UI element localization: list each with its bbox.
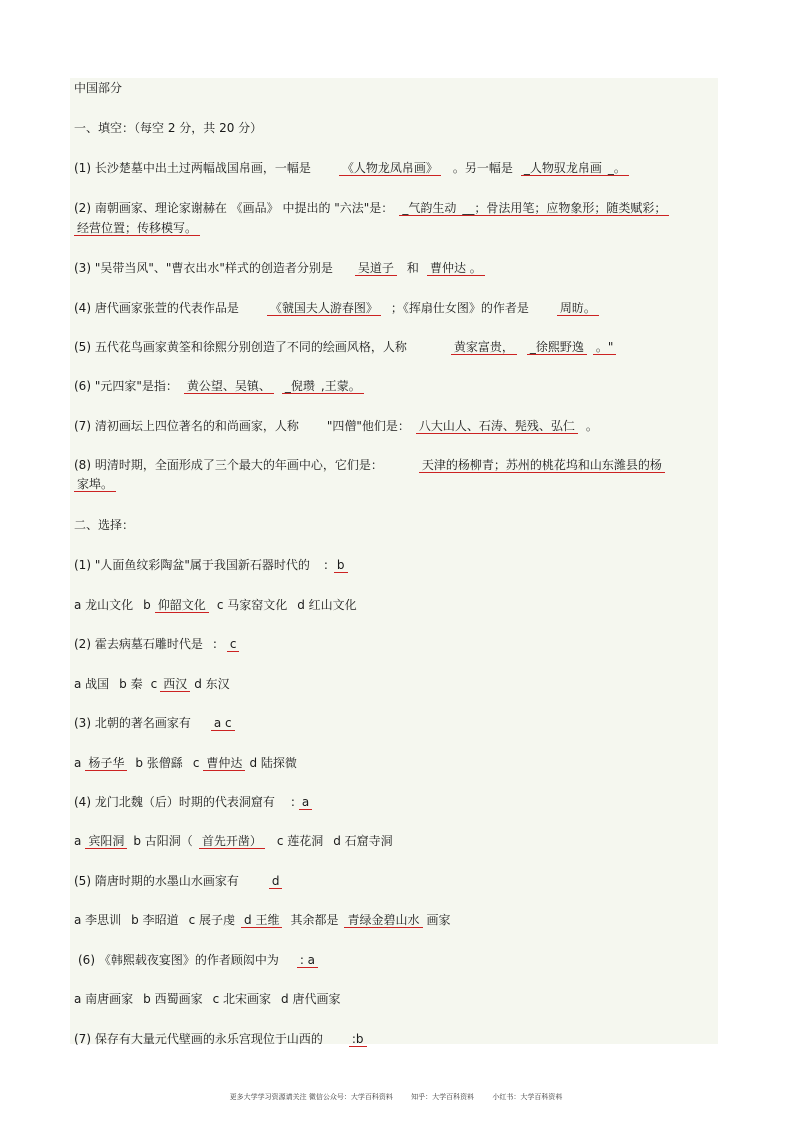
choice-q4: (4) 龙门北魏（后）时期的代表洞窟有 : a: [74, 794, 312, 810]
choice-q6-options: a 南唐画家 b 西蜀画家 c 北宋画家 d 唐代画家: [74, 992, 341, 1006]
part1-heading: 一、填空：（每空 2 分，共 20 分）: [74, 121, 263, 135]
fill-q6: (6) "元四家"是指： 黄公望、吴镇、 _倪瓒 ,王蒙。: [74, 378, 364, 394]
answer: d 王维: [241, 913, 282, 928]
answer: 黄家富贵，: [451, 340, 517, 355]
footer-xiaohongshu: 小红书：大学百科资料: [492, 1093, 563, 1101]
answer: 黄公望、吴镇、: [184, 379, 274, 394]
choice-q1: (1) "人面鱼纹彩陶盆"属于我国新石器时代的 : b: [74, 557, 348, 573]
fill-q5: (5) 五代花鸟画家黄筌和徐熙分别创造了不同的绘画风格，人称 黄家富贵， _徐熙野逸 。": [74, 339, 616, 355]
answer: 西汉: [160, 677, 190, 692]
answer: _倪瓒: [282, 379, 318, 394]
answer: a: [299, 795, 312, 810]
fill-q8-line2: 家埠。: [74, 476, 116, 492]
choice-q1-options: a 龙山文化 b 仰韶文化 c 马家窑文化 d 红山文化: [74, 598, 357, 612]
answer: 曹仲达: [203, 756, 245, 771]
fill-q3: (3) "吴带当风"、"曹衣出水"样式的创造者分别是 吴道子 和 曹仲达 。: [74, 260, 485, 276]
answer: _徐熙野逸: [527, 340, 587, 355]
answer: ,王蒙。: [318, 379, 364, 394]
fill-q1: (1) 长沙楚墓中出土过两幅战国帛画，一幅是 《人物龙凤帛画》 。另一幅是 _人物驭龙帛画 _。: [74, 160, 629, 176]
answer: 首先开凿）: [199, 834, 265, 849]
answer: _气韵生动: [399, 201, 459, 216]
footer-wechat: 更多大学学习资源请关注 微信公众号：大学百科资料: [229, 1093, 393, 1101]
fill-q8: (8) 明清时期，全面形成了三个最大的年画中心，它们是： 天津的杨柳青；苏州的桃花坞和山东潍县的杨: [74, 457, 665, 473]
choice-q4-options: a 宾阳洞 b 古阳洞（ 首先开凿） c 莲花洞 d 石窟寺洞: [74, 834, 393, 848]
answer: 《人物龙凤帛画》: [339, 161, 441, 176]
answer: d: [269, 874, 283, 889]
choice-q2-options: a 战国 b 秦 c 西汉 d 东汉: [74, 677, 230, 691]
page-footer: [0, 1092, 792, 1102]
choice-q5-options: a 李思训 b 李昭道 c 展子虔 d 王维 其余都是 青绿金碧山水 画家: [74, 913, 451, 927]
fill-q2: (2) 南朝画家、理论家谢赫在 《画品》 中提出的 "六法"是： _气韵生动 __；骨法用笔；应物象形；随类赋彩；: [74, 200, 669, 216]
answer: : a: [297, 953, 318, 968]
choice-q3: (3) 北朝的著名画家有 a c: [74, 715, 235, 731]
section-title: 中国部分: [74, 81, 123, 95]
fill-q2-line2: 经营位置；传移模写。: [74, 220, 200, 236]
answer: 曹仲达 。: [427, 261, 485, 276]
answer: :b: [349, 1032, 367, 1047]
fill-q4: (4) 唐代画家张萱的代表作品是 《虢国夫人游春图》 ；《挥扇仕女图》的作者是 周昉。: [74, 300, 599, 316]
answer: 《虢国夫人游春图》: [267, 301, 381, 316]
choice-q5: (5) 隋唐时期的水墨山水画家有 d: [74, 873, 282, 889]
answer: 天津的杨柳青；苏州的桃花坞和山东潍县的杨: [419, 458, 665, 473]
answer: 八大山人、石涛、髡残、弘仁: [416, 419, 578, 434]
part2-heading: 二、选择：: [74, 518, 135, 532]
choice-q3-options: a 杨子华 b 张僧繇 c 曹仲达 d 陆探微: [74, 756, 297, 770]
answer: _人物驭龙帛画: [521, 161, 605, 176]
choice-q2: (2) 霍去病墓石雕时代是 : c: [74, 636, 239, 652]
answer: __；骨法用笔；应物象形；随类赋彩；: [459, 201, 669, 216]
answer: 青绿金碧山水: [344, 913, 422, 928]
answer: b: [334, 558, 348, 573]
fill-q7: (7) 清初画坛上四位著名的和尚画家，人称 "四僧"他们是： 八大山人、石涛、髡残、弘仁 。: [74, 419, 598, 433]
answer: 吴道子: [355, 261, 397, 276]
answer: 仰韶文化: [155, 598, 209, 613]
footer-zhihu: 知乎：大学百科资料: [411, 1093, 475, 1101]
choice-q6: (6) 《韩熙载夜宴图》的作者顾闳中为 : a: [78, 952, 318, 968]
answer: 周昉。: [557, 301, 599, 316]
answer: 杨子华: [85, 756, 127, 771]
answer: c: [227, 637, 240, 652]
answer: a c: [211, 716, 235, 731]
answer: 宾阳洞: [85, 834, 127, 849]
choice-q7: (7) 保存有大量元代壁画的永乐宫现位于山西的 :b: [74, 1031, 367, 1047]
